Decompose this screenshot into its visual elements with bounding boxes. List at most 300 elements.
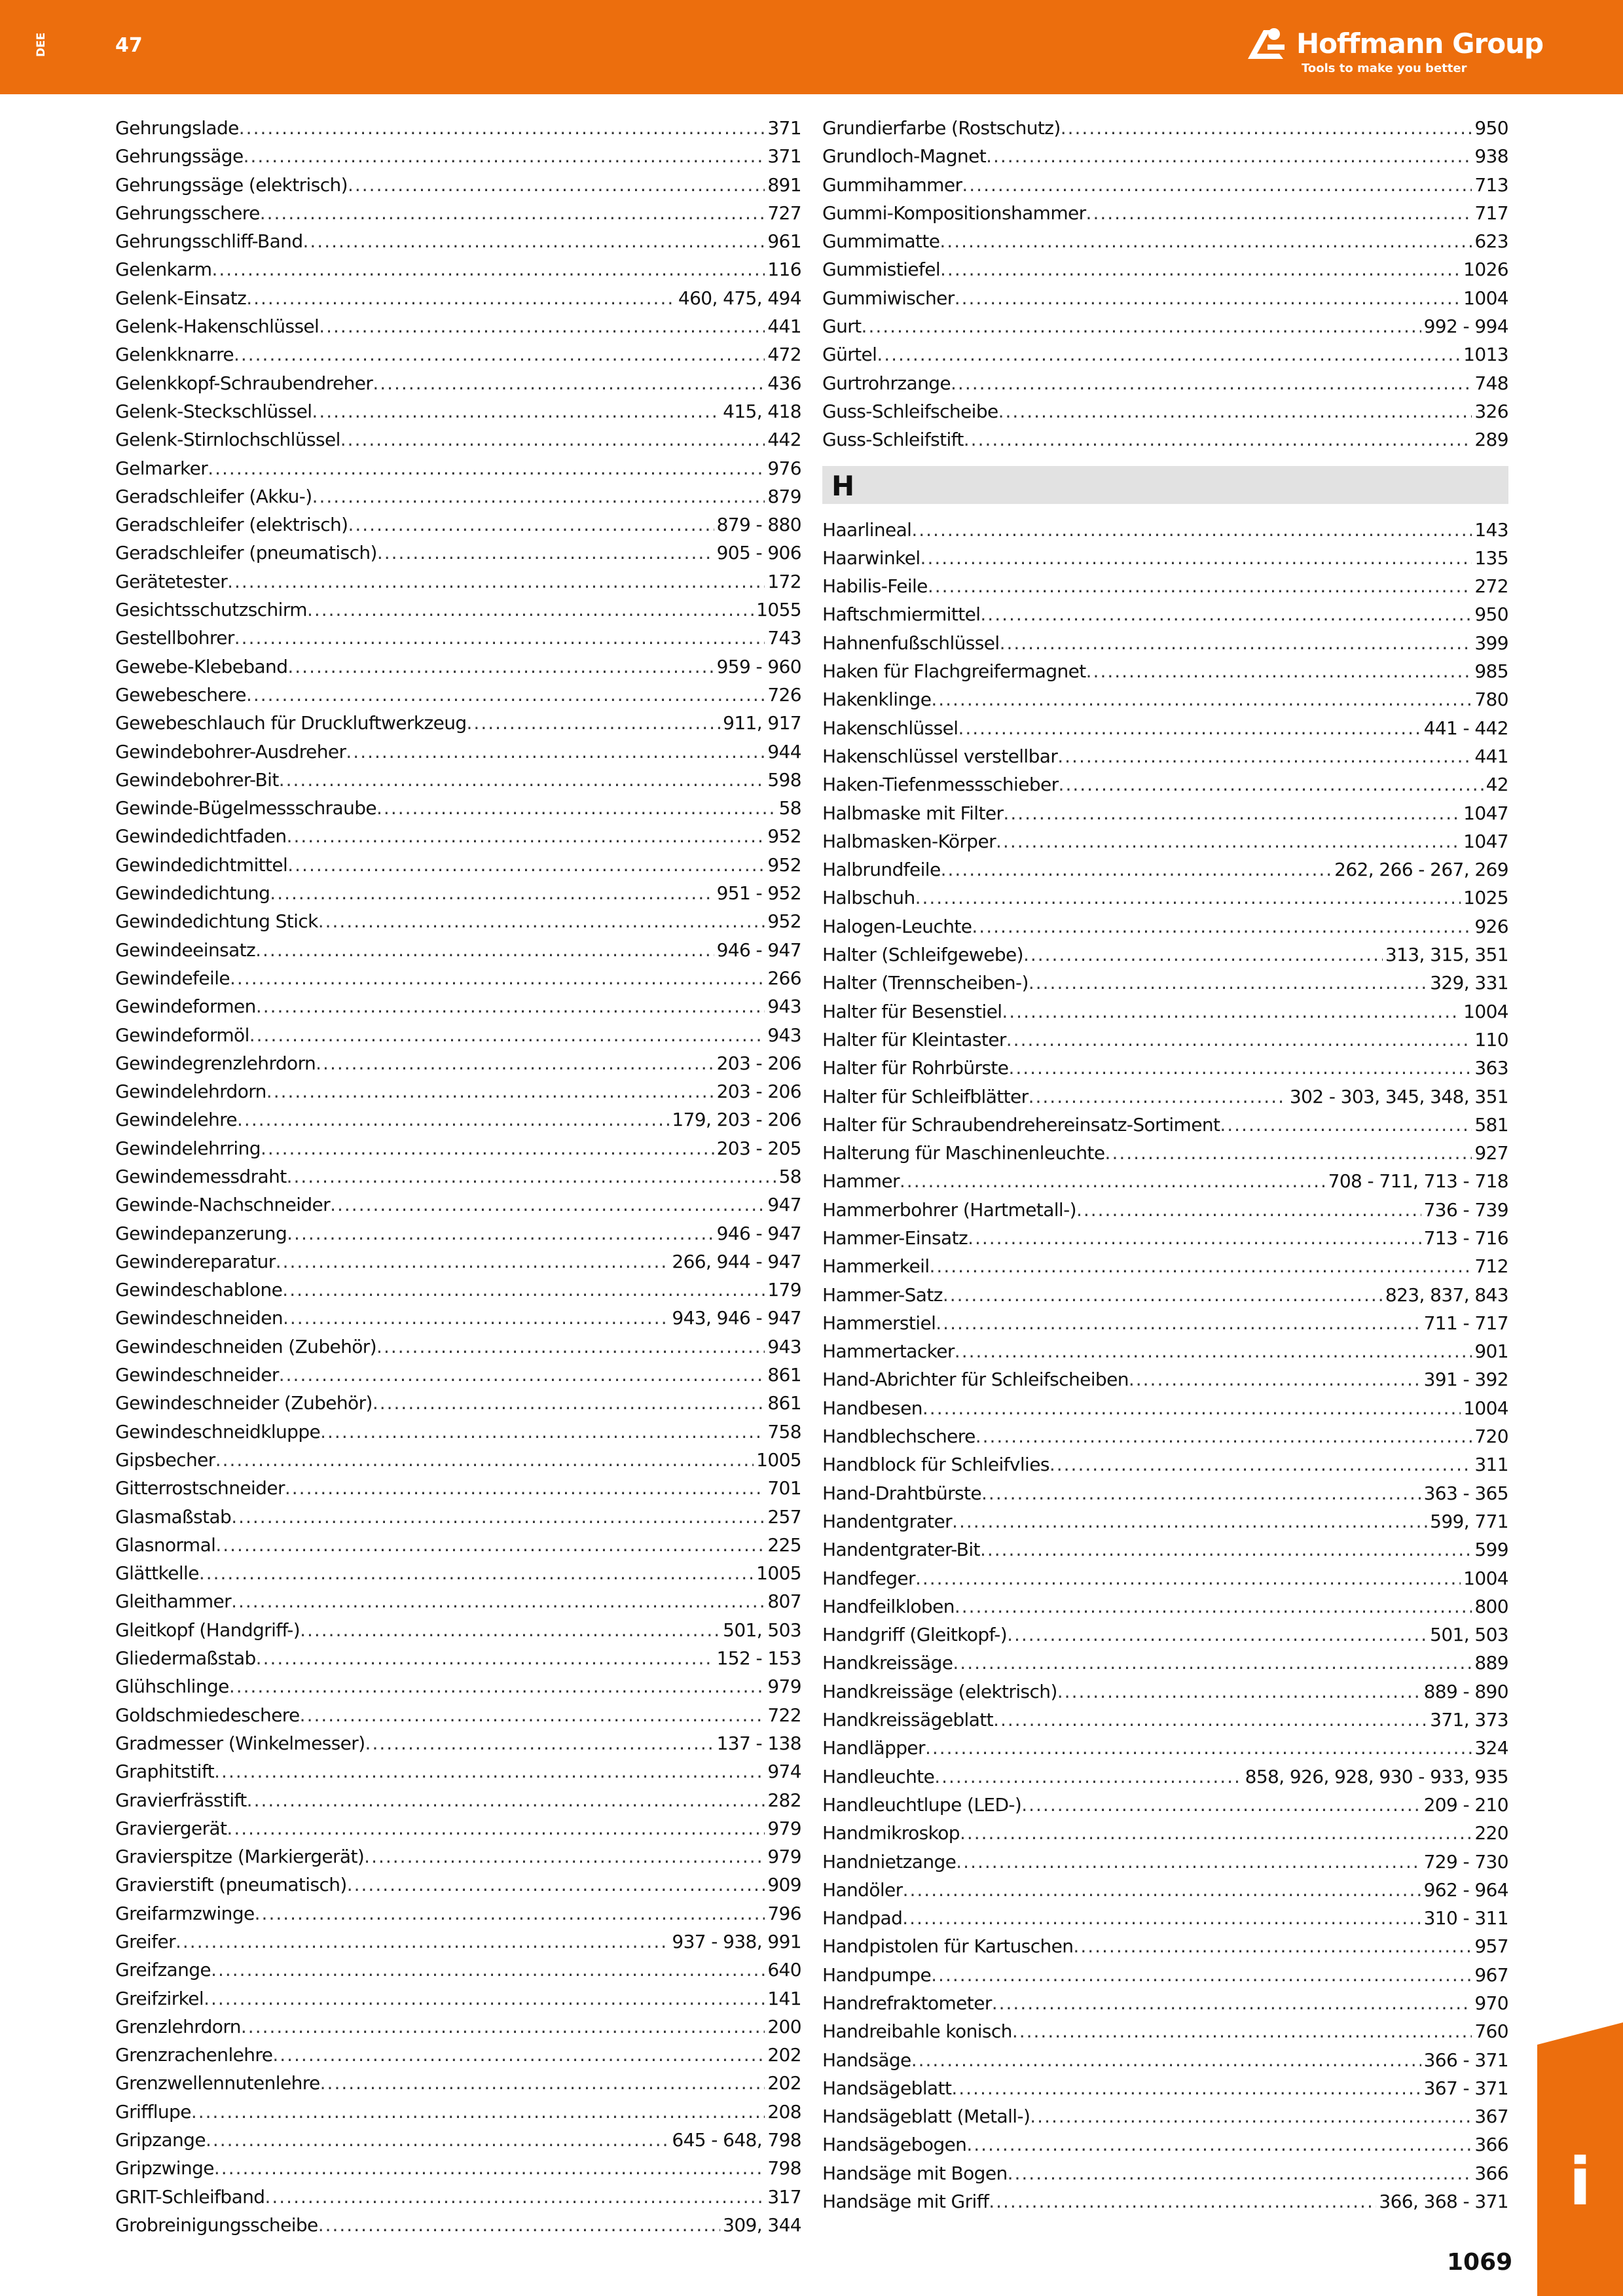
entry-pages: 367	[1474, 2106, 1508, 2128]
entry-pages: 371, 373	[1430, 1709, 1508, 1731]
index-entry	[822, 142, 1508, 170]
entry-term: Geradschleifer (elektrisch)	[115, 514, 348, 536]
index-entry	[115, 1956, 801, 1984]
leader-dots	[1023, 941, 1383, 969]
entry-term: Gewinde-Bügelmessschraube	[115, 797, 377, 819]
entry-term: Hammer	[822, 1170, 900, 1193]
leader-dots	[300, 1701, 765, 1729]
entry-pages: 42	[1486, 774, 1508, 796]
entry-pages: 1047	[1463, 830, 1508, 852]
index-entry	[115, 2126, 801, 2154]
index-column-left	[115, 114, 801, 2239]
entry-pages: 363	[1474, 1057, 1508, 1079]
index-entry	[115, 1644, 801, 1672]
leader-dots	[239, 114, 765, 142]
index-entry	[115, 2098, 801, 2126]
brand-tagline: Tools to make you better	[1302, 62, 1467, 75]
leader-dots	[862, 312, 1421, 340]
leader-dots	[903, 1876, 1421, 1904]
entry-term: Handgriff (Gleitkopf-)	[822, 1624, 1008, 1646]
index-entry	[822, 516, 1508, 544]
index-entry	[822, 1592, 1508, 1621]
index-entry	[115, 1984, 801, 2013]
entry-pages: 992 - 994	[1423, 315, 1508, 338]
index-entry	[115, 1928, 801, 1956]
entry-pages: 141	[767, 1987, 801, 2009]
index-entry	[115, 1672, 801, 1700]
entry-term: Halter (Trennscheiben-)	[822, 972, 1029, 994]
leader-dots	[993, 1706, 1427, 1734]
entry-pages: 599	[1474, 1539, 1508, 1561]
index-entry	[822, 114, 1508, 142]
leader-dots	[246, 284, 676, 312]
leader-dots	[915, 884, 1461, 912]
entry-pages: 441	[767, 315, 801, 338]
index-entry	[115, 1899, 801, 1928]
entry-pages: 713	[1474, 173, 1508, 196]
header-bar	[0, 0, 1623, 94]
entry-term: Grundierfarbe (Rostschutz)	[822, 117, 1061, 139]
entry-term: Gelmarker	[115, 457, 208, 479]
index-entry	[115, 482, 801, 511]
index-entry	[822, 369, 1508, 397]
entry-term: Halter für Kleintaster	[822, 1028, 1006, 1050]
entry-term: Handpistolen für Kartuschen	[822, 1935, 1074, 1958]
entry-term: Gewindereparatur	[115, 1250, 276, 1272]
entry-pages: 947	[767, 1194, 801, 1216]
index-entry	[822, 1932, 1508, 1960]
index-entry	[115, 1049, 801, 1077]
entry-term: Gummihammer	[822, 173, 962, 196]
entry-pages: 1005	[756, 1562, 801, 1585]
entry-pages: 282	[767, 1789, 801, 1811]
entry-pages: 959 - 960	[716, 655, 801, 677]
leader-dots	[922, 1394, 1461, 1422]
index-entry	[115, 624, 801, 652]
entry-pages: 979	[767, 1676, 801, 1698]
index-entry	[822, 629, 1508, 657]
leader-dots	[283, 1304, 669, 1332]
entry-term: Halterung für Maschinenleuchte	[822, 1142, 1105, 1164]
leader-dots	[347, 1871, 765, 1899]
leader-dots	[249, 1021, 765, 1049]
leader-dots	[199, 1559, 754, 1587]
leader-dots	[266, 1077, 714, 1105]
entry-pages: 800	[1474, 1595, 1508, 1617]
leader-dots	[966, 2130, 1472, 2159]
index-entry	[822, 544, 1508, 572]
entry-term: Gestellbohrer	[115, 627, 234, 649]
index-entry	[822, 284, 1508, 312]
entry-term: Grifflupe	[115, 2100, 191, 2123]
entry-pages: 729 - 730	[1423, 1850, 1508, 1873]
index-entry	[822, 827, 1508, 855]
leader-dots	[930, 1252, 1472, 1280]
leader-dots	[1105, 1139, 1472, 1167]
index-entry	[115, 199, 801, 227]
leader-dots	[211, 255, 765, 283]
leader-dots	[962, 171, 1472, 199]
index-entry	[115, 1871, 801, 1899]
entry-pages: 415, 418	[723, 400, 801, 422]
leader-dots	[467, 709, 721, 737]
index-entry	[115, 1616, 801, 1644]
entry-term: Handfeilkloben	[822, 1595, 955, 1617]
entry-pages: 135	[1474, 547, 1508, 569]
leader-dots	[261, 1134, 714, 1162]
index-entry	[822, 1111, 1508, 1139]
leader-dots	[1049, 1450, 1472, 1479]
leader-dots	[1057, 742, 1472, 770]
index-entry	[115, 964, 801, 992]
entry-term: GRIT-Schleifband	[115, 2185, 265, 2208]
leader-dots	[264, 2183, 765, 2211]
entry-pages: 970	[1474, 1992, 1508, 2014]
index-entry	[115, 1559, 801, 1587]
leader-dots	[1012, 2017, 1472, 2045]
leader-dots	[928, 572, 1472, 600]
entry-pages: 599, 771	[1430, 1510, 1508, 1532]
index-entry	[115, 709, 801, 737]
leader-dots	[1008, 1054, 1472, 1082]
index-entry	[822, 1337, 1508, 1365]
index-entry	[822, 312, 1508, 340]
language-code: DEE	[35, 32, 48, 57]
leader-dots	[980, 1535, 1472, 1564]
entry-term: Gipsbecher	[115, 1448, 215, 1471]
leader-dots	[279, 1361, 765, 1389]
entry-term: Gewindegrenzlehrdorn	[115, 1052, 316, 1074]
leader-dots	[318, 2211, 720, 2239]
leader-dots	[877, 340, 1461, 368]
entry-pages: 1004	[1463, 1000, 1508, 1022]
entry-term: Gewindelehre	[115, 1109, 238, 1131]
index-entry	[822, 1252, 1508, 1280]
entry-term: Hakenschlüssel	[822, 717, 958, 739]
index-entry	[822, 1507, 1508, 1535]
leader-dots	[958, 714, 1421, 742]
index-entry	[115, 171, 801, 199]
entry-pages: 891	[767, 173, 801, 196]
entry-term: Gummiwischer	[822, 287, 955, 309]
index-entry	[822, 1876, 1508, 1904]
leader-dots	[241, 2013, 765, 2041]
entry-pages: 172	[767, 570, 801, 592]
entry-term: Gelenkarm	[115, 259, 212, 281]
leader-dots	[1003, 799, 1461, 827]
entry-term: Haken-Tiefenmessschieber	[822, 774, 1059, 796]
entry-pages: 363 - 365	[1423, 1482, 1508, 1504]
entry-term: Gelenk-Einsatz	[115, 287, 247, 309]
index-entry	[115, 2069, 801, 2097]
leader-dots	[255, 936, 714, 964]
leader-dots	[256, 1644, 714, 1672]
entry-term: Handreibahle konisch	[822, 2020, 1012, 2043]
entry-term: Glühschlinge	[115, 1676, 229, 1698]
entry-term: Handsäge mit Griff	[822, 2191, 989, 2213]
leader-dots	[330, 1191, 765, 1219]
index-entry	[822, 1394, 1508, 1422]
index-entry	[115, 596, 801, 624]
entry-term: Hand-Abrichter für Schleifscheiben	[822, 1369, 1129, 1391]
index-entry	[822, 2017, 1508, 2045]
leader-dots	[941, 855, 1332, 884]
entry-term: Greifer	[115, 1931, 175, 1952]
index-entry	[115, 2013, 801, 2041]
index-entry	[822, 1621, 1508, 1649]
entry-term: Gewindeschneiden	[115, 1307, 283, 1329]
index-entry	[115, 851, 801, 879]
leader-dots	[287, 1219, 714, 1247]
index-entry	[822, 1026, 1508, 1054]
entry-pages: 944	[767, 740, 801, 762]
index-entry	[822, 912, 1508, 941]
entry-term: Handsägebogen	[822, 2134, 967, 2156]
entry-pages: 726	[767, 683, 801, 706]
leader-dots	[285, 1474, 765, 1502]
entry-term: Gewindeschablone	[115, 1279, 283, 1301]
index-entry	[822, 1083, 1508, 1111]
entry-term: Handbesen	[822, 1397, 922, 1419]
page-number: 1069	[1447, 2249, 1513, 2276]
entry-term: Gewindedichtung Stick	[115, 910, 318, 933]
entry-term: Haarwinkel	[822, 547, 921, 569]
index-entry	[115, 992, 801, 1020]
index-entry	[822, 227, 1508, 255]
leader-dots	[952, 1507, 1427, 1535]
entry-pages: 266	[767, 967, 801, 989]
leader-dots	[955, 1592, 1472, 1621]
entry-pages: 391 - 392	[1423, 1369, 1508, 1391]
entry-pages: 950	[1474, 603, 1508, 626]
index-entry	[822, 340, 1508, 368]
entry-term: Handleuchtlupe (LED-)	[822, 1793, 1022, 1816]
entry-term: Gewindeeinsatz	[115, 939, 256, 961]
index-entry	[115, 1304, 801, 1332]
entry-term: Guss-Schleifstift	[822, 429, 964, 451]
leader-dots	[1006, 1026, 1472, 1054]
entry-term: Gewebeschere	[115, 683, 246, 706]
entry-pages: 179, 203 - 206	[672, 1109, 801, 1131]
index-entry	[115, 114, 801, 142]
entry-pages: 366, 368 - 371	[1379, 2191, 1508, 2213]
leader-dots	[303, 227, 765, 255]
entry-term: Graviergerät	[115, 1817, 227, 1839]
index-entry	[822, 1167, 1508, 1195]
index-entry	[115, 369, 801, 397]
entry-pages: 711 - 717	[1423, 1312, 1508, 1334]
entry-pages: 879	[767, 485, 801, 507]
index-entry	[822, 572, 1508, 600]
leader-dots	[960, 1819, 1472, 1847]
entry-pages: 943	[767, 1024, 801, 1046]
entry-term: Hand-Drahtbürste	[822, 1482, 982, 1504]
entry-pages: 760	[1474, 2020, 1508, 2043]
entry-pages: 209 - 210	[1423, 1793, 1508, 1816]
leader-dots	[364, 1842, 765, 1871]
leader-dots	[272, 2041, 765, 2069]
index-entry	[822, 1365, 1508, 1393]
entry-term: Halter (Schleifgewebe)	[822, 944, 1023, 966]
info-tab	[1537, 2045, 1623, 2296]
index-entry	[115, 1191, 801, 1219]
entry-term: Greifzirkel	[115, 1987, 204, 2009]
entry-pages: 713 - 716	[1423, 1227, 1508, 1249]
index-entry	[822, 1309, 1508, 1337]
leader-dots	[276, 1247, 670, 1276]
entry-term: Gehrungsschliff-Band	[115, 230, 303, 253]
leader-dots	[287, 653, 714, 681]
entry-pages: 780	[1474, 689, 1508, 711]
entry-pages: 399	[1474, 632, 1508, 654]
entry-pages: 317	[767, 2185, 801, 2208]
entry-term: Gewindefeile	[115, 967, 230, 989]
entry-pages: 951 - 952	[716, 882, 801, 905]
leader-dots	[976, 1422, 1472, 1450]
leader-dots	[939, 227, 1472, 255]
entry-term: Goldschmiedeschere	[115, 1704, 300, 1726]
entry-term: Grundloch-Magnet	[822, 145, 987, 168]
leader-dots	[964, 425, 1472, 454]
entry-term: Gewindelehrring	[115, 1137, 261, 1159]
index-entry	[115, 681, 801, 709]
entry-pages: 748	[1474, 372, 1508, 394]
entry-pages: 976	[767, 457, 801, 479]
leader-dots	[1021, 1791, 1421, 1819]
entry-term: Handkreissägeblatt	[822, 1709, 994, 1731]
index-entry	[115, 397, 801, 425]
entry-term: Gewindeschneiden (Zubehör)	[115, 1335, 377, 1357]
leader-dots	[955, 1337, 1472, 1365]
leader-dots	[943, 1281, 1383, 1309]
index-entry	[822, 1224, 1508, 1252]
entry-pages: 289	[1474, 429, 1508, 451]
entry-term: Gleitkopf (Handgriff-)	[115, 1619, 301, 1641]
entry-pages: 581	[1474, 1113, 1508, 1136]
index-entry	[115, 2183, 801, 2211]
index-entry	[115, 1219, 801, 1247]
entry-term: Gewindedichtmittel	[115, 853, 288, 876]
index-entry	[822, 1706, 1508, 1734]
leader-dots	[900, 1167, 1326, 1195]
entry-term: Gehrungsschere	[115, 202, 260, 224]
leader-dots	[956, 1848, 1421, 1876]
leader-dots	[234, 624, 765, 652]
entry-pages: 1005	[756, 1448, 801, 1471]
leader-dots	[936, 1309, 1421, 1337]
leader-dots	[255, 1899, 765, 1928]
entry-pages: 905 - 906	[716, 542, 801, 564]
leader-dots	[215, 1446, 754, 1474]
index-entry	[822, 2187, 1508, 2215]
entry-term: Handkreissäge	[822, 1652, 953, 1674]
entry-term: Halter für Schleifblätter	[822, 1085, 1029, 1107]
entry-term: Gravierspitze (Markiergerät)	[115, 1846, 365, 1868]
index-entry	[115, 822, 801, 850]
leader-dots	[318, 907, 765, 935]
entry-pages: 889	[1474, 1652, 1508, 1674]
leader-dots	[175, 1928, 669, 1956]
entry-term: Hammerstiel	[822, 1312, 936, 1334]
leader-dots	[955, 284, 1461, 312]
entry-term: Handblock für Schleifvlies	[822, 1454, 1049, 1476]
entry-term: Hakenschlüssel verstellbar	[822, 745, 1058, 767]
entry-pages: 324	[1474, 1737, 1508, 1759]
leader-dots	[940, 255, 1461, 283]
entry-pages: 979	[767, 1846, 801, 1868]
entry-pages: 807	[767, 1590, 801, 1613]
entry-pages: 979	[767, 1817, 801, 1839]
leader-dots	[260, 199, 765, 227]
entry-term: Gummistiefel	[822, 259, 941, 281]
index-entry	[115, 936, 801, 964]
entry-pages: 1013	[1463, 344, 1508, 366]
index-entry	[115, 1418, 801, 1446]
leader-dots	[237, 1105, 669, 1134]
index-entry	[115, 1361, 801, 1389]
entry-term: Gravierfrässtift	[115, 1789, 247, 1811]
leader-dots	[911, 2046, 1421, 2074]
entry-term: Handkreissäge (elektrisch)	[822, 1680, 1057, 1702]
entry-term: Halter für Besenstiel	[822, 1000, 1002, 1022]
index-entry	[115, 1162, 801, 1191]
index-entry	[822, 1281, 1508, 1309]
leader-dots	[1008, 2159, 1472, 2187]
entry-pages: 501, 503	[723, 1619, 801, 1641]
index-entry	[115, 738, 801, 766]
index-entry	[115, 1389, 801, 1417]
entry-pages: 367 - 371	[1423, 2077, 1508, 2099]
entry-term: Hammerbohrer (Hartmetall-)	[822, 1198, 1076, 1221]
leader-dots	[346, 738, 765, 766]
entry-pages: 472	[767, 344, 801, 366]
index-entry	[115, 1814, 801, 1842]
index-entry	[115, 2154, 801, 2182]
index-entry	[822, 1564, 1508, 1592]
leader-dots	[1220, 1111, 1472, 1139]
entry-pages: 943	[767, 996, 801, 1018]
entry-term: Haken für Flachgreifermagnet	[822, 660, 1086, 683]
index-entry	[822, 855, 1508, 884]
entry-pages: 798	[767, 2157, 801, 2179]
leader-dots	[951, 369, 1472, 397]
entry-term: Guss-Schleifscheibe	[822, 400, 998, 422]
entry-term: Gelenkkopf-Schraubendreher	[115, 372, 373, 394]
entry-pages: 823, 837, 843	[1385, 1283, 1508, 1306]
index-entry	[822, 1791, 1508, 1819]
leader-dots	[287, 1162, 776, 1191]
index-entry	[115, 794, 801, 822]
leader-dots	[1002, 997, 1461, 1026]
entry-term: Handsäge mit Bogen	[822, 2162, 1008, 2184]
index-entry	[115, 539, 801, 567]
index-entry	[115, 879, 801, 907]
entry-pages: 257	[767, 1505, 801, 1528]
leader-dots	[319, 312, 765, 340]
leader-dots	[287, 851, 765, 879]
entry-pages: 371	[767, 145, 801, 168]
leader-dots	[256, 992, 765, 1020]
entry-pages: 911, 917	[723, 712, 801, 734]
index-entry	[822, 199, 1508, 227]
leader-dots	[972, 912, 1472, 941]
entry-term: Hahnenfußschlüssel	[822, 632, 1000, 654]
leader-dots	[1061, 114, 1472, 142]
leader-dots	[1007, 1621, 1427, 1649]
leader-dots	[365, 1729, 714, 1757]
leader-dots	[229, 1672, 765, 1700]
index-entry	[822, 1961, 1508, 1989]
